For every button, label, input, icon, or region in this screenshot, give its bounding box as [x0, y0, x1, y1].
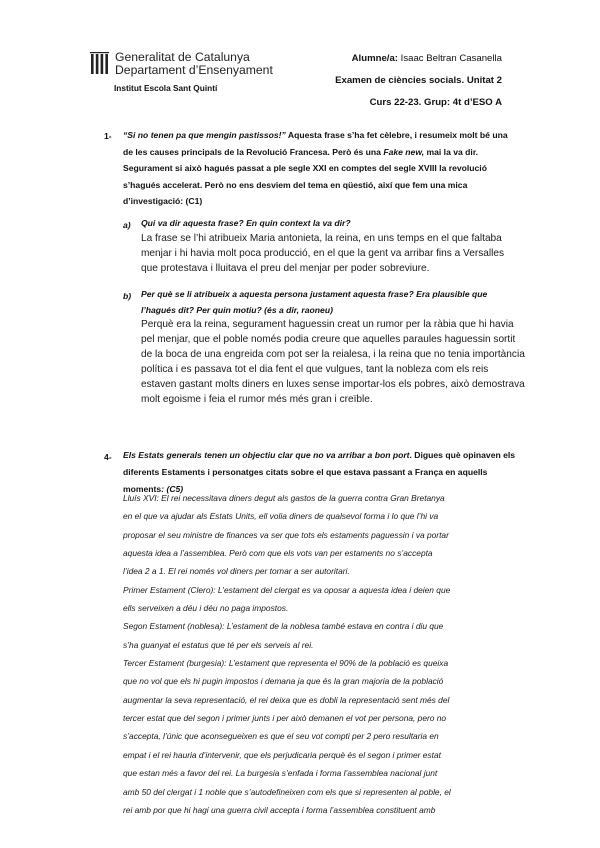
answer-line: s’accepta, l’únic que aconsegueixen es que el seu vot compti per 2 pero resultaria en	[123, 731, 439, 742]
student-line	[352, 53, 502, 64]
answer-line: amb 50 del clergat i 1 noble que s’autodefineixen com els que si representen al poble, el	[123, 786, 451, 797]
question-4-number: 4-	[104, 452, 112, 462]
question-4-prompt-part-b: . Digues què opinaven els diferents Estaments i personatges citats sobre el que estava passant a França en aquells moments	[123, 450, 516, 495]
answer-line: ells serveixen a déu i déu no paga impostos.	[123, 603, 289, 614]
answer-line: l’idea 2 a 1. El rei només vol diners per tornar a ser autoritari.	[123, 566, 350, 577]
student-name: Isaac Beltran Casanella	[400, 53, 502, 64]
answer-line: que no vol que els hi pugin impostos i demana ja que és la gran majoria de la població	[123, 676, 444, 687]
question-1b-text: Per què se li atribueix a aquesta persona justament aquesta frase? Era plausible que l’hagués dit? Per quin motiu? (és a dir, raoneu)	[141, 289, 488, 315]
course-line: Curs 22-23. Grup: 4t d’ESO A	[369, 97, 502, 108]
answer-line: proposar el seu ministre de finances va ser que tots els estaments paguessin i va portar	[123, 529, 449, 540]
question-1-quote: “Si no tenen pa que mengin pastissos!”	[123, 130, 286, 140]
answer-line: empat i el rei hauria d’intervenir, que els perjudicaria perquè és el segon i primer estat	[123, 749, 441, 760]
question-1b-answer: Perquè era la reina, segurament haguessin creat un rumor per la ràbia que hi havia pel menjar, que el poble només podia creure que aquelles paraules haguessin sortit de la boca de una engreida com pot ser la reialesa, i la reina que no tenia importància política i es passava tot el dia fent el que vulgues, tant la nobleza com els reis estaven gastant molts diners en luxes sense importar-los els pobres, això demostrava molt egoisme i feia el rumor més més gran i creïble.	[141, 319, 525, 406]
answer-line: augmentar la seva representació, el rei deixa que es dobli la representació sent més del	[123, 694, 450, 705]
answer-line: tercer estat que del segon i primer junts i per això demanen el vot per persona, pero no	[123, 713, 447, 724]
exam-title: Examen de ciències socials. Unitat 2	[335, 75, 502, 86]
answer-line: rei amb por que hi hagi una guerra civil accepta i forma l’assemblea constituent amb	[123, 804, 436, 815]
generalitat-logo-icon	[90, 52, 110, 76]
organization-line-1: Generalitat de Catalunya	[115, 50, 250, 64]
organization-line-2: Departament d’Ensenyament	[115, 63, 273, 77]
question-4-prompt-part-a: Els Estats generals tenen un objectiu clar que no va arribar a bon port	[123, 450, 410, 460]
question-1-prompt	[123, 127, 508, 210]
organization-name	[115, 51, 273, 77]
answer-line: s’ha guanyat el estatus que té per els serveis al rei.	[123, 639, 314, 650]
question-1-number: 1-	[104, 131, 112, 141]
question-4-answer	[123, 489, 523, 819]
answer-line: Primer Estament (Clero): L’estament del clergat es va oposar a aquesta idea i deien que	[123, 584, 451, 595]
answer-line: Segon Estament (noblesa): L’estament de la noblesa també estava en contra i diu que	[123, 621, 444, 632]
question-1a-answer: La frase se l’hi atribueix Maria antonieta, la reina, en uns temps en el que faltaba menjar i hi havia molt poca producció, en el que la gent va arribar fins a Versalles que protestava i lluitava el preu del menjar per poder sobreviure.	[141, 233, 505, 275]
school-name: Institut Escola Sant Quintí	[114, 83, 218, 93]
question-1-fake-new: Fake new,	[383, 146, 425, 157]
answer-line: Tercer Estament (burgesia): L’estament que representa el 90% de la població es queixa	[123, 658, 449, 669]
answer-line: que estan més a favor del rei. La burgesia s’enfada i forma l’assemblea nacional junt	[123, 768, 438, 779]
answer-line: en el que va ajudar als Estats Units, ell volia diners de qualsevol forma i lo que l’hi va	[123, 511, 439, 522]
question-1b-letter: b)	[123, 291, 132, 301]
answer-line: aquesta idea a l’assemblea. Però com que els vots van per estaments no s’accepta	[123, 548, 433, 559]
answer-line: Lluís XVI: El rei necessitava diners degut als gastos de la guerra contra Gran Bretanya	[123, 493, 445, 503]
question-1-prompt-part-b: mai la va dir. Segurament si això hagués passat a ple segle XXI en comptes del segle XVIII la revolució s’hagués accelerat. Però no ens desviem del tema en qüestió, així que fem una mica d’investigació: (C1)	[123, 146, 487, 206]
student-label: Alumne/a:	[351, 53, 398, 64]
question-1-prompt-part-a: Aquesta frase s’ha fet cèlebre, i resumeix molt bé una de les causes principals de la Revolució Francesa. Però és una	[123, 130, 508, 157]
question-4-prompt-part-c: : (C5)	[161, 484, 184, 495]
question-1a-letter: a)	[123, 220, 131, 230]
question-1a-text: Qui va dir aquesta frase? En quin context la va dir?	[141, 218, 351, 228]
